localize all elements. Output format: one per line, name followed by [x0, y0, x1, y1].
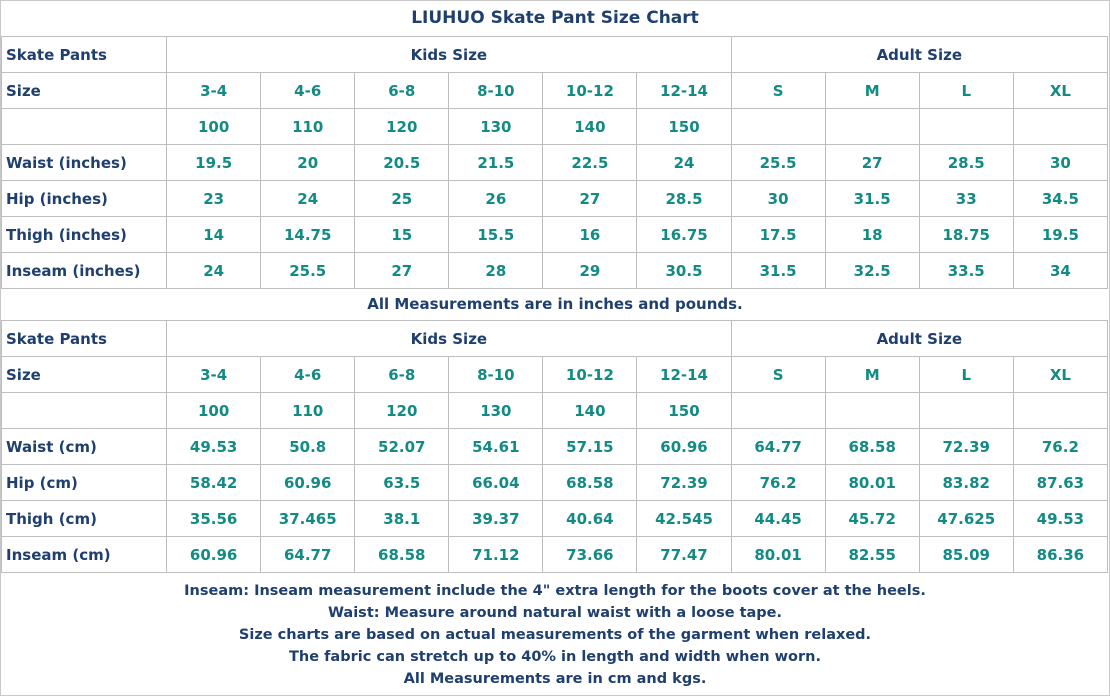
- measurement-value: 16.75: [637, 217, 731, 253]
- measurement-value: 76.2: [1013, 429, 1107, 465]
- measurement-label: Hip (cm): [2, 465, 167, 501]
- size-cell: S: [731, 73, 825, 109]
- measurement-label: Waist (inches): [2, 145, 167, 181]
- measurement-value: 35.56: [167, 501, 261, 537]
- adult-size-header: Adult Size: [731, 37, 1107, 73]
- measurement-value: 60.96: [637, 429, 731, 465]
- measurement-row: [2, 537, 1108, 573]
- kids-size-header: Kids Size: [167, 37, 731, 73]
- footnote-waist: Waist: Measure around natural waist with a loose tape.: [327, 605, 783, 621]
- measurement-value: 82.55: [825, 537, 919, 573]
- measurement-value: 14: [167, 217, 261, 253]
- measurement-value: 80.01: [731, 537, 825, 573]
- size-cell: 3-4: [167, 357, 261, 393]
- measurement-value: 34.5: [1013, 181, 1107, 217]
- measurement-value: 15.5: [449, 217, 543, 253]
- measurement-value: 38.1: [355, 501, 449, 537]
- measurement-value: 44.45: [731, 501, 825, 537]
- size-cell: XL: [1013, 357, 1107, 393]
- measurement-value: 33.5: [919, 253, 1013, 289]
- measurement-value: 30.5: [637, 253, 731, 289]
- height-cell: [731, 109, 825, 145]
- measurement-value: 86.36: [1013, 537, 1107, 573]
- size-cell: L: [919, 357, 1013, 393]
- measurement-value: 57.15: [543, 429, 637, 465]
- measurement-value: 19.5: [167, 145, 261, 181]
- measurement-value: 68.58: [825, 429, 919, 465]
- measurement-value: 25.5: [261, 253, 355, 289]
- measurement-label: Thigh (inches): [2, 217, 167, 253]
- size-cell: 8-10: [449, 73, 543, 109]
- height-row: [2, 109, 1108, 145]
- table-label: Skate Pants: [2, 321, 167, 357]
- footnotes: [0, 580, 1110, 690]
- measurement-row: [2, 217, 1108, 253]
- size-cell: 4-6: [261, 357, 355, 393]
- measurement-value: 77.47: [637, 537, 731, 573]
- measurement-value: 32.5: [825, 253, 919, 289]
- measurement-value: 76.2: [731, 465, 825, 501]
- size-row: [2, 73, 1108, 109]
- measurement-value: 24: [261, 181, 355, 217]
- measurement-value: 14.75: [261, 217, 355, 253]
- group-header-row: [2, 321, 1108, 357]
- height-cell: 150: [637, 109, 731, 145]
- measurement-value: 29: [543, 253, 637, 289]
- measurement-value: 64.77: [261, 537, 355, 573]
- measurement-value: 27: [355, 253, 449, 289]
- size-label: Size: [2, 73, 167, 109]
- height-cell: [731, 393, 825, 429]
- measurement-value: 54.61: [449, 429, 543, 465]
- size-cell: S: [731, 357, 825, 393]
- height-row: [2, 393, 1108, 429]
- measurement-value: 34: [1013, 253, 1107, 289]
- height-cell: [825, 393, 919, 429]
- table-label: Skate Pants: [2, 37, 167, 73]
- measurement-value: 26: [449, 181, 543, 217]
- measurement-value: 19.5: [1013, 217, 1107, 253]
- measurement-value: 28.5: [919, 145, 1013, 181]
- measurement-value: 39.37: [449, 501, 543, 537]
- height-cell: 120: [355, 393, 449, 429]
- cm-size-table: [1, 320, 1108, 573]
- measurement-value: 49.53: [167, 429, 261, 465]
- height-cell: [1013, 109, 1107, 145]
- measurement-value: 49.53: [1013, 501, 1107, 537]
- measurement-label: Waist (cm): [2, 429, 167, 465]
- footnote-relaxed: Size charts are based on actual measurements of the garment when relaxed.: [238, 627, 872, 643]
- measurement-value: 66.04: [449, 465, 543, 501]
- measurement-value: 85.09: [919, 537, 1013, 573]
- height-cell: 140: [543, 393, 637, 429]
- measurement-value: 63.5: [355, 465, 449, 501]
- measurement-value: 31.5: [825, 181, 919, 217]
- height-cell: 140: [543, 109, 637, 145]
- height-cell: 100: [167, 393, 261, 429]
- measurement-value: 87.63: [1013, 465, 1107, 501]
- measurement-value: 58.42: [167, 465, 261, 501]
- size-cell: M: [825, 357, 919, 393]
- measurement-label: Inseam (cm): [2, 537, 167, 573]
- group-header-row: [2, 37, 1108, 73]
- measurement-row: [2, 465, 1108, 501]
- size-cell: L: [919, 73, 1013, 109]
- size-cell: 10-12: [543, 73, 637, 109]
- size-cell: 6-8: [355, 357, 449, 393]
- height-label: [2, 393, 167, 429]
- measurement-value: 68.58: [355, 537, 449, 573]
- measurement-value: 83.82: [919, 465, 1013, 501]
- size-row: [2, 357, 1108, 393]
- measurement-value: 60.96: [167, 537, 261, 573]
- measurement-value: 71.12: [449, 537, 543, 573]
- kids-size-header: Kids Size: [167, 321, 731, 357]
- measurement-value: 20: [261, 145, 355, 181]
- measurement-value: 18: [825, 217, 919, 253]
- measurement-value: 37.465: [261, 501, 355, 537]
- height-cell: 150: [637, 393, 731, 429]
- size-cell: 4-6: [261, 73, 355, 109]
- measurement-value: 50.8: [261, 429, 355, 465]
- size-label: Size: [2, 357, 167, 393]
- measurement-value: 40.64: [543, 501, 637, 537]
- measurement-value: 23: [167, 181, 261, 217]
- measurement-value: 27: [543, 181, 637, 217]
- height-cell: 130: [449, 393, 543, 429]
- measurement-value: 33: [919, 181, 1013, 217]
- measurement-value: 30: [1013, 145, 1107, 181]
- size-cell: 10-12: [543, 357, 637, 393]
- measurement-value: 22.5: [543, 145, 637, 181]
- size-cell: 12-14: [637, 357, 731, 393]
- measurement-value: 60.96: [261, 465, 355, 501]
- inches-units-note: All Measurements are in inches and pounds.: [367, 295, 743, 313]
- measurement-value: 24: [167, 253, 261, 289]
- size-cell: M: [825, 73, 919, 109]
- height-cell: 100: [167, 109, 261, 145]
- measurement-value: 30: [731, 181, 825, 217]
- measurement-row: [2, 181, 1108, 217]
- inch-size-table: [1, 36, 1108, 289]
- height-cell: 110: [261, 393, 355, 429]
- measurement-label: Thigh (cm): [2, 501, 167, 537]
- measurement-row: [2, 145, 1108, 181]
- measurement-value: 18.75: [919, 217, 1013, 253]
- measurement-value: 68.58: [543, 465, 637, 501]
- measurement-row: [2, 253, 1108, 289]
- measurement-value: 15: [355, 217, 449, 253]
- measurement-value: 28.5: [637, 181, 731, 217]
- measurement-value: 47.625: [919, 501, 1013, 537]
- measurement-value: 45.72: [825, 501, 919, 537]
- measurement-row: [2, 429, 1108, 465]
- adult-size-header: Adult Size: [731, 321, 1107, 357]
- measurement-value: 24: [637, 145, 731, 181]
- measurement-value: 27: [825, 145, 919, 181]
- footnote-inseam: Inseam: Inseam measurement include the 4" extra length for the boots cover at the heels.: [184, 583, 926, 599]
- measurement-label: Hip (inches): [2, 181, 167, 217]
- measurement-value: 31.5: [731, 253, 825, 289]
- measurement-value: 25.5: [731, 145, 825, 181]
- measurement-value: 17.5: [731, 217, 825, 253]
- measurement-value: 80.01: [825, 465, 919, 501]
- measurement-value: 20.5: [355, 145, 449, 181]
- measurement-value: 72.39: [919, 429, 1013, 465]
- height-cell: 120: [355, 109, 449, 145]
- measurement-value: 64.77: [731, 429, 825, 465]
- size-cell: 12-14: [637, 73, 731, 109]
- measurement-label: Inseam (inches): [2, 253, 167, 289]
- measurement-value: 72.39: [637, 465, 731, 501]
- measurement-value: 73.66: [543, 537, 637, 573]
- chart-title: LIUHUO Skate Pant Size Chart: [411, 8, 699, 28]
- footnote-units: All Measurements are in cm and kgs.: [403, 671, 707, 687]
- measurement-value: 28: [449, 253, 543, 289]
- size-cell: 6-8: [355, 73, 449, 109]
- measurement-value: 42.545: [637, 501, 731, 537]
- height-cell: 130: [449, 109, 543, 145]
- measurement-value: 21.5: [449, 145, 543, 181]
- measurement-value: 52.07: [355, 429, 449, 465]
- measurement-value: 25: [355, 181, 449, 217]
- height-cell: [825, 109, 919, 145]
- height-cell: [919, 393, 1013, 429]
- size-cell: 3-4: [167, 73, 261, 109]
- measurement-value: 16: [543, 217, 637, 253]
- height-cell: [919, 109, 1013, 145]
- height-label: [2, 109, 167, 145]
- height-cell: 110: [261, 109, 355, 145]
- size-cell: XL: [1013, 73, 1107, 109]
- footnote-stretch: The fabric can stretch up to 40% in length and width when worn.: [289, 649, 821, 665]
- height-cell: [1013, 393, 1107, 429]
- size-cell: 8-10: [449, 357, 543, 393]
- measurement-row: [2, 501, 1108, 537]
